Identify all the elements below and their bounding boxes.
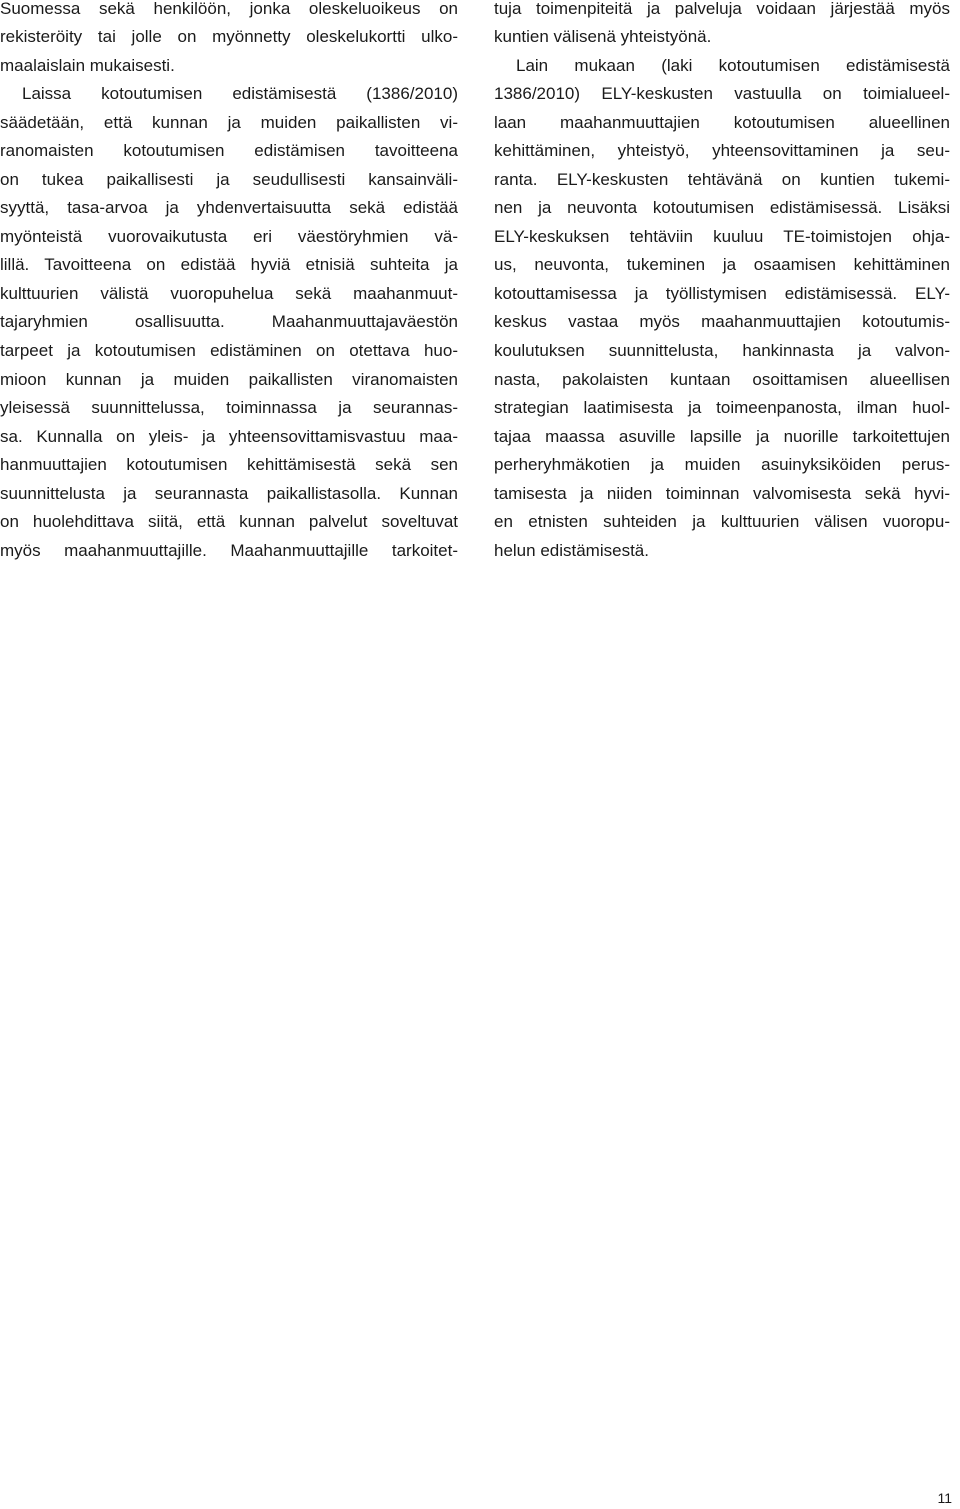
text-line: tarpeet ja kotoutumisen edistäminen on otettava huo- (0, 341, 458, 361)
text-line: Laissa kotoutumisen edistämisestä (1386/2010) (22, 84, 458, 104)
text-line: tamisesta ja niiden toiminnan valvomisesta sekä hyvi- (494, 483, 950, 503)
text-line: us, neuvonta, tukeminen ja osaamisen kehittäminen (494, 255, 950, 275)
text-line: keskus vastaa myös maahanmuuttajien kotoutumis- (494, 312, 950, 332)
text-line: perheryhmäkotien ja muiden asuinyksiköiden perus- (494, 455, 950, 475)
text-line: ELY-keskuksen tehtäviin kuuluu TE-toimistojen ohja- (494, 226, 950, 246)
right-text-column (494, 0, 950, 565)
text-line: kotouttamisessa ja työllistymisen edistämisessä. ELY- (494, 283, 950, 303)
text-line: nen ja neuvonta kotoutumisen edistämisessä. Lisäksi (494, 198, 950, 218)
text-line: rekisteröity tai jolle on myönnetty oleskelukortti ulko- (0, 27, 458, 46)
text-line: Suomessa sekä henkilöön, jonka oleskeluoikeus on (0, 0, 458, 18)
text-line: myönteistä vuorovaikutusta eri väestöryhmien vä- (0, 226, 458, 246)
text-line: sa. Kunnalla on yleis- ja yhteensovittamisvastuu maa- (0, 426, 458, 446)
text-line: strategian laatimisesta ja toimeenpanosta, ilman huol- (494, 398, 950, 418)
text-line: en etnisten suhteiden ja kulttuurien välisen vuoropu- (494, 512, 950, 532)
text-line: maalaislain mukaisesti. (0, 55, 175, 75)
text-line: nasta, pakolaisten kuntaan osoittamisen alueellisen (494, 369, 950, 389)
text-line: ranta. ELY-keskusten tehtävänä on kuntien tukemi- (494, 169, 950, 189)
text-line: hanmuuttajien kotoutumisen kehittämisestä sekä sen (0, 455, 458, 475)
text-line: kuntien välisenä yhteistyönä. (494, 27, 712, 46)
text-line: säädetään, että kunnan ja muiden paikallisten vi- (0, 112, 458, 132)
text-line: koulutuksen suunnittelusta, hankinnasta ja valvon- (494, 341, 950, 361)
text-line: tuja toimenpiteitä ja palveluja voidaan järjestää myös (494, 0, 950, 18)
text-line: kulttuurien välistä vuoropuhelua sekä maahanmuut- (0, 283, 458, 303)
text-line: 1386/2010) ELY-keskusten vastuulla on toimialueel- (494, 84, 950, 104)
text-line: kehittäminen, yhteistyö, yhteensovittaminen ja seu- (494, 141, 950, 161)
page-number: 11 (937, 1490, 952, 1506)
text-line: Lain mukaan (laki kotoutumisen edistämisestä (516, 55, 950, 75)
text-line: on tukea paikallisesti ja seudullisesti kansainväli- (0, 169, 458, 189)
text-line: tajaa maassa asuville lapsille ja nuorille tarkoitettujen (494, 426, 950, 446)
text-line: yleisessä suunnittelussa, toiminnassa ja seurannas- (0, 398, 458, 418)
text-line: suunnittelusta ja seurannasta paikallistasolla. Kunnan (0, 483, 458, 503)
text-line: helun edistämisestä. (494, 540, 649, 560)
text-line: ranomaisten kotoutumisen edistämisen tavoitteena (0, 141, 458, 161)
text-line: syyttä, tasa-arvoa ja yhdenvertaisuutta sekä edistää (0, 198, 458, 218)
text-line: lillä. Tavoitteena on edistää hyviä etnisiä suhteita ja (0, 255, 458, 275)
left-text-column (0, 0, 458, 565)
text-line: laan maahanmuuttajien kotoutumisen alueellinen (494, 112, 950, 132)
text-line: myös maahanmuuttajille. Maahanmuuttajille tarkoitet- (0, 540, 458, 560)
text-line: on huolehdittava siitä, että kunnan palvelut soveltuvat (0, 512, 458, 532)
text-line: tajaryhmien osallisuutta. Maahanmuuttajaväestön (0, 312, 458, 332)
text-line: mioon kunnan ja muiden paikallisten viranomaisten (0, 369, 458, 389)
